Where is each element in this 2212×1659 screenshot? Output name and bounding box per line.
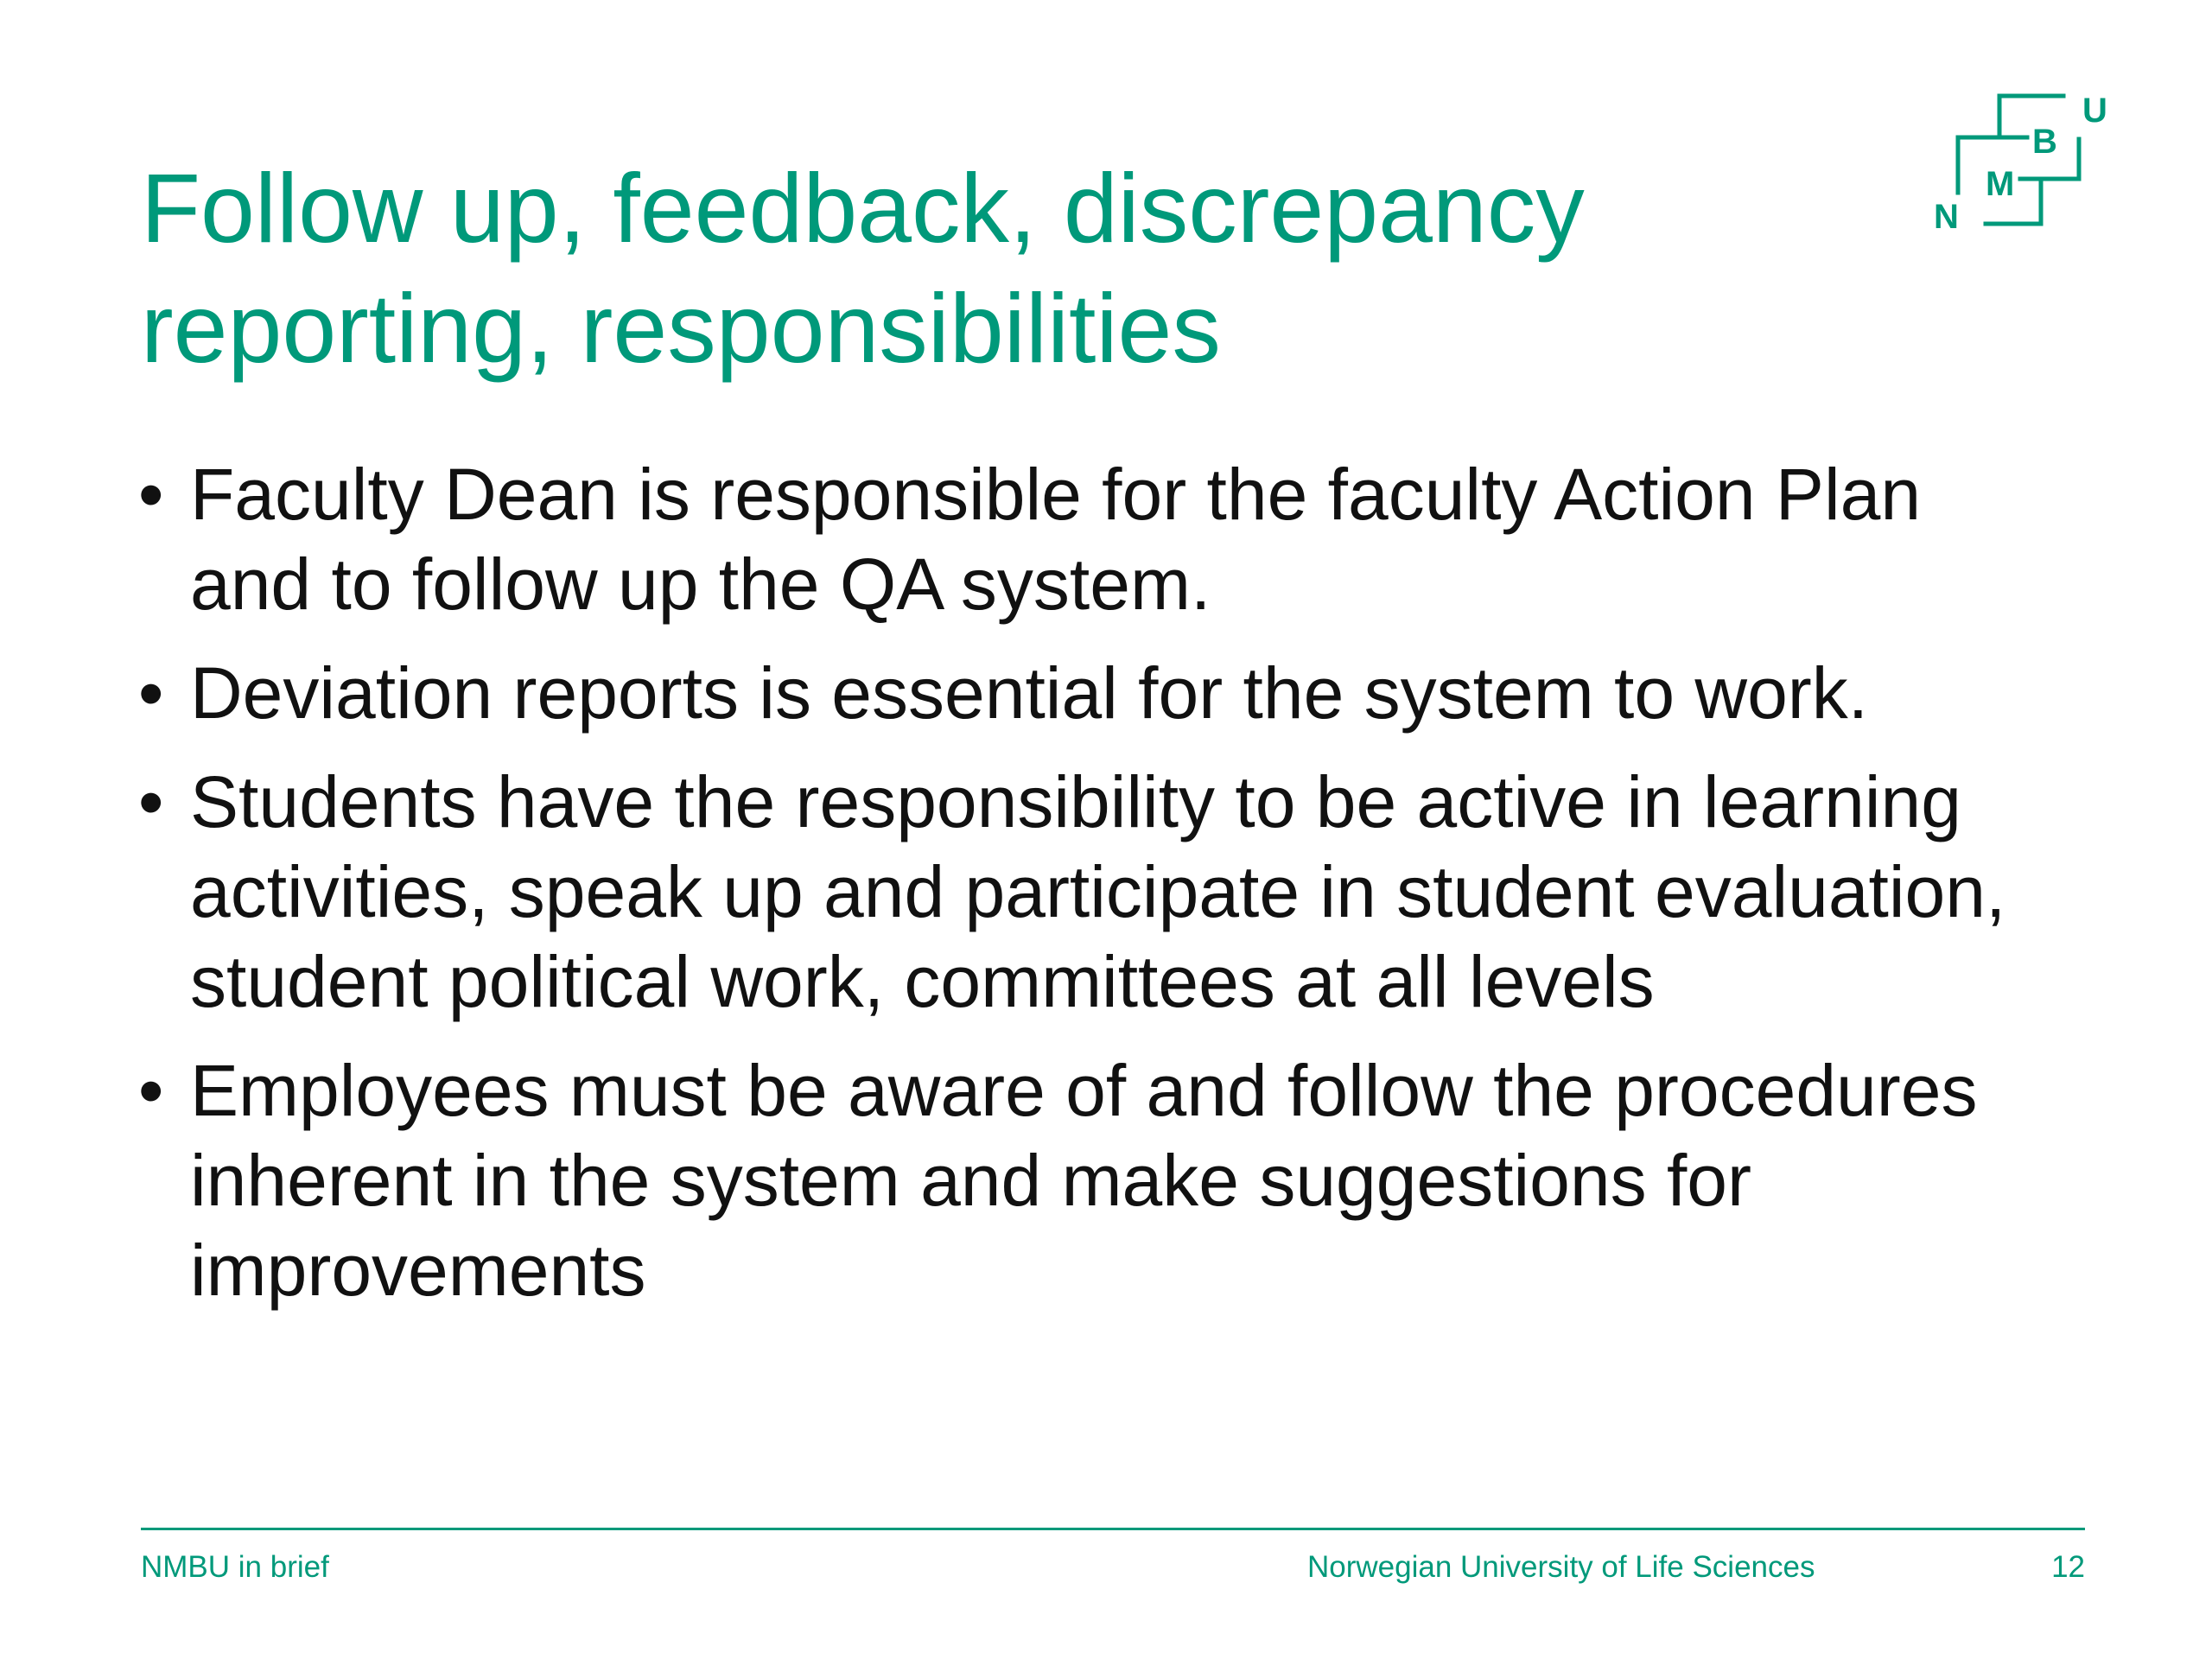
- bullet-item: [138, 757, 2091, 1027]
- logo-letter-u: U: [2082, 92, 2107, 130]
- bullet-marker: •: [138, 761, 164, 842]
- bullet-list: [138, 449, 2091, 1334]
- bullet-text: [190, 757, 2091, 1027]
- logo-letter-m: M: [1986, 165, 2015, 203]
- bullet-item: [138, 648, 2091, 738]
- bullet-line: Faculty Dean is responsible for the faculty Action Plan: [190, 454, 1922, 535]
- bullet-item: [138, 449, 2091, 629]
- bullet-text: [190, 1046, 2091, 1315]
- logo-letter-n: N: [1934, 198, 1959, 236]
- bullet-line: student political work, committees at all levels: [190, 941, 1655, 1022]
- bullet-item: [138, 1046, 2091, 1315]
- bullet-marker: •: [138, 1050, 164, 1131]
- bullet-line: Deviation reports is essential for the system to work.: [190, 652, 1869, 734]
- footer-section-label: NMBU in brief: [141, 1550, 329, 1584]
- slide-title-line-2: reporting, responsibilities: [141, 274, 1221, 383]
- logo-letter-b: B: [2032, 123, 2057, 161]
- bullet-marker: •: [138, 454, 164, 535]
- bullet-line: activities, speak up and participate in student evaluation,: [190, 851, 2006, 932]
- bullet-line: Students have the responsibility to be active in learning: [190, 761, 1961, 842]
- page-number: 12: [2051, 1550, 2085, 1584]
- bullet-line: inherent in the system and make suggestions for: [190, 1140, 1751, 1221]
- slide-title-line-1: Follow up, feedback, discrepancy: [141, 154, 1585, 263]
- bullet-text: [190, 648, 2091, 738]
- bullet-marker: •: [138, 652, 164, 734]
- footer-divider: [141, 1528, 2085, 1530]
- bullet-line: Employees must be aware of and follow the procedures: [190, 1050, 1978, 1131]
- bullet-line: and to follow up the QA system.: [190, 543, 1211, 625]
- slide-title: [141, 149, 1869, 389]
- nmbu-logo: [1934, 89, 2115, 236]
- footer-institution-name: Norwegian University of Life Sciences: [1307, 1550, 1815, 1584]
- bullet-line: improvements: [190, 1230, 646, 1311]
- bullet-text: [190, 449, 2091, 629]
